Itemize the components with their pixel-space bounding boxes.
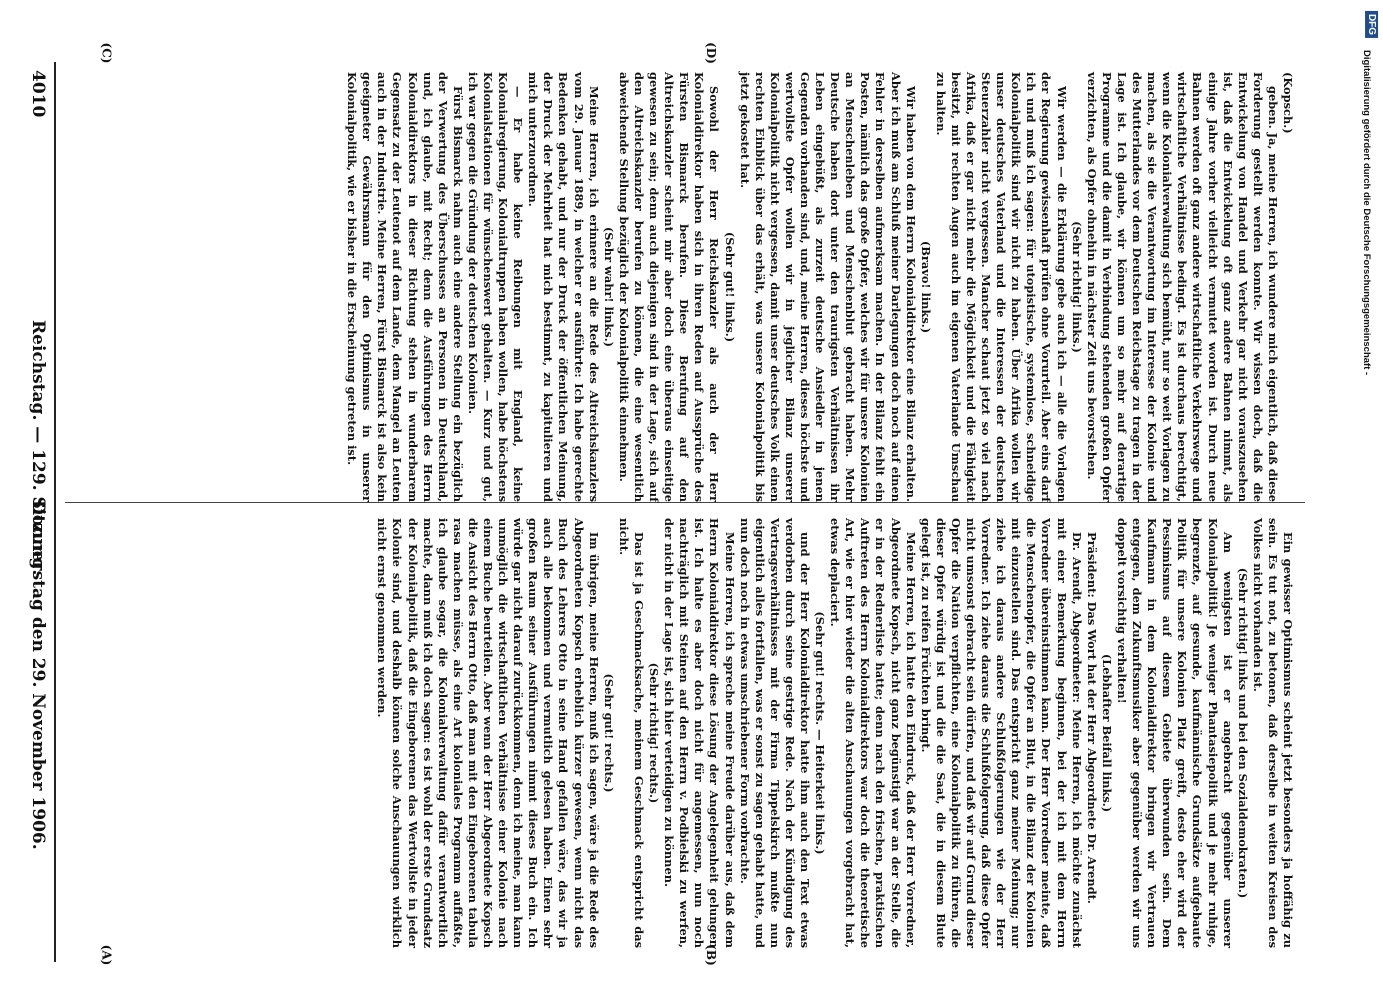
interjection: (Sehr wahr! links.) bbox=[601, 226, 616, 348]
paragraph: Am wenigsten ist er angebracht gegenüber unserer Kolonialpolitik! Je weniger Phantasiepolitik und je mehr ruhige, begrenzte, auf gesunde, kaufmännische Grundsätze aufgebaute Politik für unsere Kolonien Platz greift, desto eher wird der Pessimismus auf diesem Gebiete überwunden sein. Dem Kaufmann in dem Kolonialdirektor bringen wir Vertrauen entgegen, dem Zukunftsmusiker aber gegenüber werden wir uns doppelt vorsichtig verhalten! bbox=[1114, 518, 1235, 948]
speaker-label: (Kopsch.) bbox=[1281, 72, 1295, 134]
right-column bbox=[374, 518, 1295, 948]
paragraph: Fürst Bismarck nahm auch eine andere Stellung ein bezüglich der Verwertung des Überschusses an Personen in Deutschland, und, ich glaube, mit Recht; denn die Ausführungen des Herrn Kolonialdirektors in dieser Richtung stehen in wunderbarem Gegensatz zu der Leutenot auf dem Lande, dem Mangel an Leuten auch in der Industrie. Meine Herren, Fürst Bismarck ist also kein geeigneter Gewährsmann für den Optimismus in unserer Kolonialpolitik, wie er bisher in die Erscheinung getreten ist. bbox=[345, 72, 465, 502]
paragraph: Wir werden — die Erklärung gebe auch ich — alle die Vorlagen der Regierung gewissenhaft prüfen ohne Vorurteil. Aber eins darf ich und muß ich sagen: für utopistische, systemlose, schneidige Kolonialpolitik sind wir nicht zu haben. Über Afrika wollen wir unser deutsches Vaterland und die Interessen der deutschen Steuerzahler nicht vergessen. Mancher schaut jetzt so viel nach Afrika, daß er gar nicht mehr die Möglichkeit und die Fähigkeit besitzt, mit rechten Augen auch im eigenen Vaterlande Umschau zu halten. bbox=[933, 72, 1069, 502]
interjection: (Sehr richtig! rechts.) bbox=[647, 662, 662, 804]
dfg-logo: DFG bbox=[1365, 11, 1378, 38]
interjection: (Sehr richtig! links.) bbox=[1069, 221, 1084, 353]
margin-mark-a: (A) bbox=[99, 944, 114, 966]
interjection: (Lebhafter Beifall links.) bbox=[1099, 653, 1114, 813]
header-rule bbox=[54, 62, 56, 962]
paragraph: Sowohl der Herr Reichskanzler als auch der Herr Kolonialdirektor haben sich in ihren Reden auf Aussprüche des Fürsten Bismarck berufen. Diese Berufung auf den Altreichskanzler scheint mir aber doch eine überaus einseitige gewesen zu sein; denn auch diejenigen sind in der Lage, sich auf den Altreichskanzler berufen zu können, die eine wesentlich abweichende Stellung bezüglich der Kolonialpolitik einnehmen. bbox=[616, 72, 722, 502]
paragraph: — Er habe keine Reibungen mit England, keine Kolonialregierung, Kolonialtruppen haben wollen, habe höchstens Kolonialstationen für wünschenswert gehalten. — Kurz und gut, ich war gegen die Gründung der deutschen Kolonien. bbox=[465, 72, 526, 502]
session-title: Reichstag. — 129. Sitzung. bbox=[28, 320, 48, 576]
credit-strip bbox=[1361, 8, 1380, 648]
left-column bbox=[344, 72, 1295, 502]
paragraph: Meine Herren, ich hatte den Eindruck, daß der Herr Vorredner, Abgeordnete Kopsch, nicht ganz begünstigt war an der Stelle, die er in der Rednerliste hatte; denn nach den frischen, praktischen Auftreten des Herrn Kolonialdirektors war doch die theoretische Art, wie er hier wieder die alten Anschauungen vorgebracht hat, etwas deplaciert. bbox=[828, 518, 918, 948]
page-number: 4010 bbox=[28, 70, 48, 118]
column-divider bbox=[65, 502, 1305, 503]
margin-mark-c: (C) bbox=[99, 42, 114, 64]
interjection: (Sehr gut! rechts.) bbox=[601, 673, 616, 793]
margin-mark-d: (D) bbox=[703, 42, 718, 64]
paragraph: Das ist ja Geschmacksache, meinem Geschmack entspricht das nicht. bbox=[616, 518, 646, 948]
interjection: (Sehr richtig! links und bei den Sozialdemokraten.) bbox=[1235, 567, 1250, 899]
margin-mark-b: (B) bbox=[703, 944, 718, 966]
paragraph: Wir haben von dem Herrn Kolonialdirektor eine Bilanz erhalten. Aber ich muß am Schluß meiner Darlegungen doch noch auf einen Fehler in derselben aufmerksam machen. In der Bilanz fehlt ein Posten, nämlich das große Opfer, welches wir für unsere Kolonien an Menschenleben und Menschenblut gebracht haben. Mehr Deutsche haben dort unter den traurigsten Verhältnissen ihr Leben eingebüßt, als zurzeit deutsche Ansiedler in jenen Gegenden vorhanden sind, und, meine Herren, dieses höchste und wertvollste Opfer wollen wir in jeglicher Bilanz unserer Kolonialpolitik nicht vergessen, damit unser deutsches Volk einen rechten Einblick über das erhält, was unsere Kolonialpolitik bis jetzt gekostet hat. bbox=[737, 72, 918, 502]
paragraph: geben. Ja, meine Herren, ich wundere mich eigentlich, daß diese Forderung gestellt werden konnte. Wir wissen doch, daß die Entwickelung von Handel und Verkehr gar nicht vorauszusehen ist, daß die Entwickelung oft ganz andere Bahnen nimmt, als einige Jahre vorher vielleicht vermutet worden ist. Durch neue Bahnen werden oft ganz andere wirtschaftliche Verkehrswege und wirtschaftliche Verhältnisse bedingt. Es ist durchaus berechtigt, wenn die Kolonialverwaltung sich bemüht, nur so weit Vorlagen zu machen, als sie die Verantwortung im Interesse der Kolonie und des Mutterlandes vor dem Deutschen Reichstage zu tragen in der Lage ist. Ich glaube, wir können um so mehr auf derartige Programme und die damit in Verbindung stehenden großen Opfer verzichten, als Opfer ohnehin in nächster Zeit uns bevorstehen. bbox=[1084, 72, 1280, 502]
paragraph: Ein gewisser Optimismus scheint jetzt besonders ja hoffähig zu sein. Es tut not, zu betonen, daß derselbe in weiten Kreisen des Volkes nicht vorhanden ist. bbox=[1250, 518, 1295, 948]
interjection: (Bravo! links.) bbox=[918, 240, 933, 334]
interjection: (Sehr gut! rechts. — Heiterkeit links.) bbox=[813, 611, 828, 855]
paragraph: Meine Herren, ich spreche meine Freude darüber aus, daß dem Herrn Kolonialdirektor diese Lösung der Angelegenheit gelungen ist. Ich halte es aber doch nicht für angemessen, nun noch nachträglich mit Steinen auf den Herrn v. Podbielski zu werfen, der nicht in der Lage ist, sich hier verteidigen zu können. bbox=[662, 518, 737, 948]
paragraph: und der Herr Kolonialdirektor hatte ihm auch den Text etwas verdorben durch seine gestrige Rede. Nach der Kündigung des Vertragsverhältnisses mit der Firma Tippelskirch mußte nun eigentlich alles fortfallen, was er sonst zu sagen gehabt hatte, und nun doch noch in etwas umschriebener Form vorbrachte. bbox=[737, 518, 812, 948]
session-date: Donnerstag den 29. November 1906. bbox=[28, 500, 48, 850]
paragraph: Präsident: Das Wort hat der Herr Abgeordnete Dr. Arendt. bbox=[1084, 532, 1099, 904]
paragraph: Dr. Arendt, Abgeordneter: Meine Herren, ich möchte zunächst mit einer Bemerkung beginnen, bei der ich mit dem Herrn Vorredner übereinstimmen kann. Der Herr Vorredner meinte, daß die Menschenopfer, die Opfer an Blut, in die Bilanz der Kolonien mit einzustellen sind. Das entspricht ganz meiner Meinung; nur ziehe ich daraus andere Schlußfolgerungen wie der Herr Vorredner. Ich ziehe daraus die Schlußfolgerung, daß diese Opfer nicht umsonst gebracht sein dürfen, und daß wir auf Grund dieser Opfer die Nation verpflichten, eine Kolonialpolitik zu führen, die dieser Opfer würdig ist und die die Saat, die in diesem Blute gelegt ist, zu reifen Früchten bringt. bbox=[918, 518, 1084, 948]
paragraph: Meine Herren, ich erinnere an die Rede des Altreichskanzlers vom 29. Januar 1889, in welcher er ausführte: Ich habe gerechte Bedenken gehabt, und nur der Druck der öffentlichen Meinung, der Druck der Mehrheit hat mich bestimmt, zu kapitulieren und mich unterzuordnen. bbox=[526, 72, 601, 502]
digitization-credit: Digitalisierung gefördert durch die Deutsche Forschungsgemeinschaft - bbox=[1361, 50, 1372, 376]
paragraph: Im übrigen, meine Herren, muß ich sagen, wäre ja die Rede des Abgeordneten Kopsch erheblich kürzer gewesen, wenn nicht das Buch des Lehrers Otto in seine Hand gefallen wäre, das wir ja auch alle bekommen und vermutlich gelesen haben. Einen sehr großen Raum seiner Ausführungen nimmt dieses Buch ein. Ich würde gar nicht darauf zurückkommen, denn ich meine, man kann unmöglich die wirtschaftlichen Verhältnisse einer Kolonie nach einem Buche beurteilen. Aber wenn der Herr Abgeordnete Kopsch die Ansicht des Herrn Otto, daß man mit den Eingeborenen tabula rasa machen müsse, als eine Art koloniales Programm auffaßte, ich glaube sogar, die Kolonialverwaltung dafür verantwortlich machte, dann muß ich doch sagen: es ist wohl der erste Grundsatz der Kolonialpolitik, daß die Eingeborenen das Wertvollste in jeder Kolonie sind, und deshalb können solche Anschauungen wirklich nicht ernst genommen werden. bbox=[375, 518, 601, 948]
interjection: (Sehr gut! links.) bbox=[722, 231, 737, 343]
